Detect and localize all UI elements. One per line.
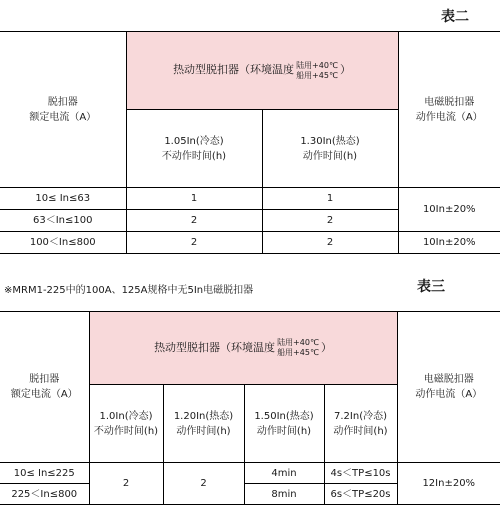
thermal-sub-2 <box>163 385 244 463</box>
table3-caption: 表三 <box>417 279 445 295</box>
ship-use-temp: 船用+45℃ <box>277 348 319 357</box>
thermal-sub-4-line2: 动作时间(h) <box>333 425 388 437</box>
ship-use-temp: 船用+45℃ <box>296 70 338 80</box>
range-cell: 63＜In≤100 <box>0 210 126 232</box>
thermal-sub-2-line1: 1.20In(热态) <box>173 410 234 422</box>
value-cell: 1 <box>262 188 398 210</box>
thermal-sub-1-line1: 1.0In(冷态) <box>99 410 153 422</box>
rating-header-line2: 额定电流（A） <box>29 111 97 123</box>
table-row <box>0 463 500 484</box>
table2-caption: 表二 <box>441 9 469 25</box>
magnetic-header-line1: 电磁脱扣器 <box>423 374 474 385</box>
thermal-sub-3-line2: 动作时间(h) <box>256 425 312 437</box>
value-cell: 1 <box>126 188 262 210</box>
thermal-sub-1-line2: 不动作时间(h) <box>93 425 159 437</box>
rating-header <box>0 32 126 188</box>
thermal-header-text: 热动型脱扣器（环境温度 <box>173 63 295 77</box>
thermal-sub-1 <box>89 385 163 463</box>
table-row <box>0 188 500 210</box>
thermal-sub-2-line2: 动作时间(h) <box>176 425 231 437</box>
rating-header-line2: 额定电流（A） <box>10 389 78 400</box>
magnetic-value: 10In±20% <box>398 232 500 254</box>
table-row <box>0 232 500 254</box>
value-cell: 2 <box>126 210 262 232</box>
land-use-temp: 陆用+40℃ <box>277 338 319 347</box>
rating-header-line1: 脱扣器 <box>47 96 78 108</box>
range-cell: 10≤ In≤63 <box>0 188 126 210</box>
rating-header <box>0 312 89 463</box>
range-cell: 10≤ In≤225 <box>0 463 89 484</box>
thermal-sub-3 <box>244 385 324 463</box>
thermal-sub-hot <box>262 110 398 188</box>
footnote: ※MRM1-225中的100A、125A规格中无5In电磁脱扣器 <box>4 285 254 296</box>
land-use-temp: 陆用+40℃ <box>296 60 338 70</box>
thermal-header-text: 热动型脱扣器（环境温度 <box>154 340 276 354</box>
magnetic-value: 10In±20% <box>398 188 500 232</box>
value-cell: 2 <box>89 463 163 505</box>
magnetic-header <box>398 32 500 188</box>
thermal-sub-cold-line2: 不动作时间(h) <box>161 150 227 162</box>
range-cell: 225＜In≤800 <box>0 484 89 505</box>
value-cell: 2 <box>262 210 398 232</box>
value-cell: 4s＜TP≤10s <box>324 463 397 484</box>
thermal-sub-cold-line1: 1.05In(冷态) <box>164 135 224 147</box>
value-cell: 6s＜TP≤20s <box>324 484 397 505</box>
magnetic-header-line1: 电磁脱扣器 <box>424 96 475 108</box>
rating-header-line1: 脱扣器 <box>29 374 60 385</box>
thermal-header <box>126 32 398 110</box>
thermal-header-close: ） <box>339 63 351 77</box>
thermal-sub-cold <box>126 110 262 188</box>
value-cell: 8min <box>244 484 324 505</box>
value-cell: 2 <box>126 232 262 254</box>
thermal-sub-4-line1: 7.2In(冷态) <box>334 410 387 422</box>
magnetic-header <box>397 312 500 463</box>
thermal-header-close: ） <box>320 340 332 354</box>
range-cell: 100＜In≤800 <box>0 232 126 254</box>
magnetic-header-line2: 动作电流（A） <box>415 111 483 123</box>
magnetic-header-line2: 动作电流（A） <box>415 389 483 400</box>
table2 <box>0 31 500 254</box>
value-cell: 4min <box>244 463 324 484</box>
thermal-header <box>89 312 397 385</box>
value-cell: 2 <box>262 232 398 254</box>
thermal-sub-hot-line2: 动作时间(h) <box>302 150 358 162</box>
magnetic-value: 12In±20% <box>397 463 500 505</box>
table3 <box>0 311 500 505</box>
thermal-sub-hot-line1: 1.30In(热态) <box>300 135 360 147</box>
thermal-sub-3-line1: 1.50In(热态) <box>254 410 314 422</box>
thermal-sub-4 <box>324 385 397 463</box>
value-cell: 2 <box>163 463 244 505</box>
